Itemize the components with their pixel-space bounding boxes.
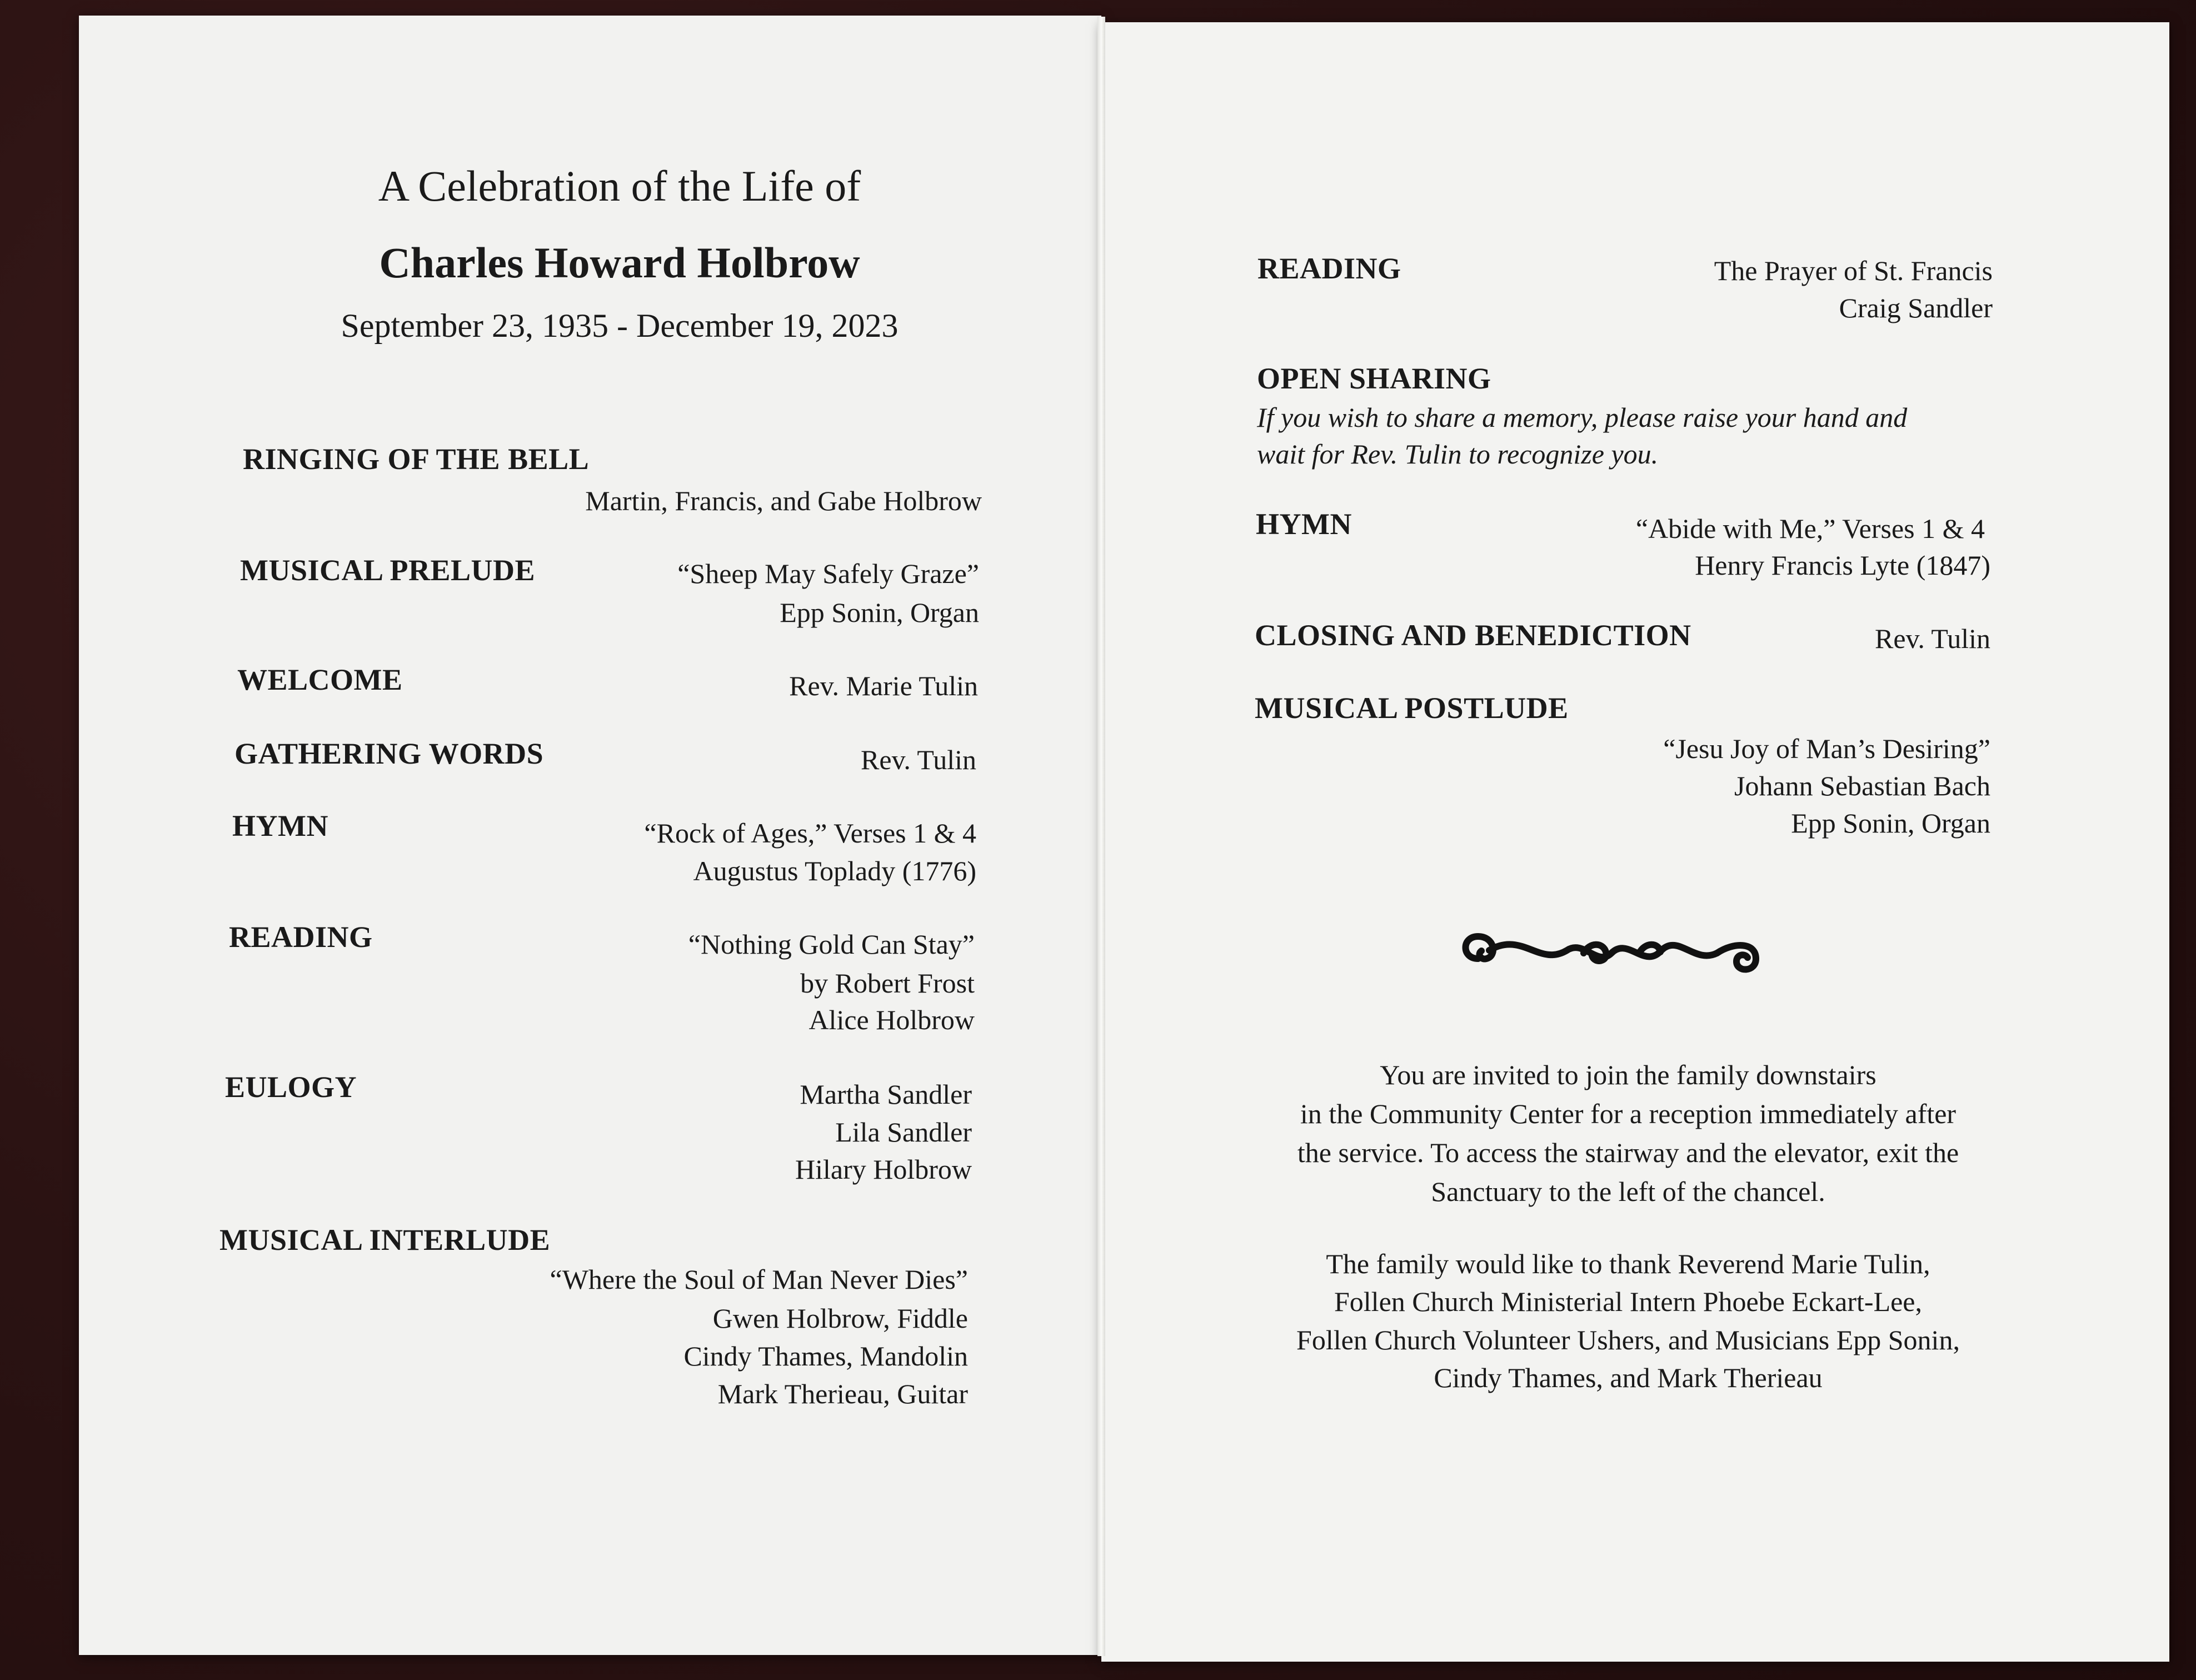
program-heading-ringing-bell: RINGING OF THE BELL [243,442,590,476]
reception-invite-line: Sanctuary to the left of the chancel. [1431,1176,1825,1207]
program-detail: Augustus Toplady (1776) [693,855,976,886]
scroll-flourish-icon [1456,925,1767,981]
program-detail: The Prayer of St. Francis [1714,255,1993,286]
program-detail: Rev. Marie Tulin [789,670,978,701]
program-detail: Mark Therieau, Guitar [717,1378,968,1409]
program-detail: “Jesu Joy of Man’s Desiring” [1663,733,1990,764]
program-heading-welcome: WELCOME [237,663,403,696]
program-detail: Epp Sonin, Organ [780,597,979,628]
thanks-line: The family would like to thank Reverend Marie Tulin, [1326,1248,1930,1279]
program-detail: Cindy Thames, Mandolin [683,1340,968,1372]
program-detail: by Robert Frost [800,968,975,999]
program-heading-reading: READING [1257,252,1401,285]
program-heading-hymn: HYMN [1256,507,1352,541]
program-detail: Hilary Holbrow [795,1154,972,1185]
program-detail: Gwen Holbrow, Fiddle [712,1303,968,1334]
program-heading-gathering-words: GATHERING WORDS [234,737,544,770]
program-heading-eulogy: EULOGY [225,1070,357,1104]
program-detail: Craig Sandler [1839,292,1993,323]
honoree-name: Charles Howard Holbrow [379,238,860,287]
program-heading-reading: READING [229,920,373,954]
program-note: If you wish to share a memory, please raise your hand and [1257,402,1908,433]
program-heading-musical-prelude: MUSICAL PRELUDE [240,554,536,587]
program-detail: Johann Sebastian Bach [1734,770,1990,801]
life-dates: September 23, 1935 - December 19, 2023 [341,307,899,344]
reception-invite-line: the service. To access the stairway and the elevator, exit the [1297,1137,1959,1168]
program-detail: “Abide with Me,” Verses 1 & 4 [1635,513,1985,544]
thanks-line: Follen Church Ministerial Intern Phoebe Eckart-Lee, [1334,1286,1922,1317]
thanks-line: Cindy Thames, and Mark Therieau [1434,1362,1823,1393]
program-title: A Celebration of the Life of [378,162,861,210]
program-detail: “Where the Soul of Man Never Dies” [550,1264,968,1295]
program-detail: Rev. Tulin [1875,623,1990,654]
program-detail: Henry Francis Lyte (1847) [1695,550,1990,581]
program-heading-closing-benediction: CLOSING AND BENEDICTION [1255,619,1691,652]
program-heading-musical-interlude: MUSICAL INTERLUDE [219,1223,551,1257]
program-detail: Rev. Tulin [861,744,976,775]
program-heading-open-sharing: OPEN SHARING [1257,362,1491,395]
program-detail: Epp Sonin, Organ [1791,807,1990,839]
program-detail: “Nothing Gold Can Stay” [688,929,975,960]
program-heading-hymn: HYMN [232,809,328,843]
program-detail: “Rock of Ages,” Verses 1 & 4 [644,817,976,849]
program-detail: Martha Sandler [800,1079,972,1110]
program-detail: “Sheep May Safely Graze” [677,558,979,589]
program-heading-musical-postlude: MUSICAL POSTLUDE [1255,691,1569,725]
program-detail: Alice Holbrow [808,1004,975,1035]
program-detail: Martin, Francis, and Gabe Holbrow [585,485,982,516]
program-detail: Lila Sandler [835,1116,972,1148]
thanks-line: Follen Church Volunteer Ushers, and Musicians Epp Sonin, [1296,1324,1960,1355]
reception-invite-line: in the Community Center for a reception immediately after [1300,1098,1957,1129]
reception-invite-line: You are invited to join the family downstairs [1380,1059,1876,1090]
program-note: wait for Rev. Tulin to recognize you. [1257,438,1659,470]
